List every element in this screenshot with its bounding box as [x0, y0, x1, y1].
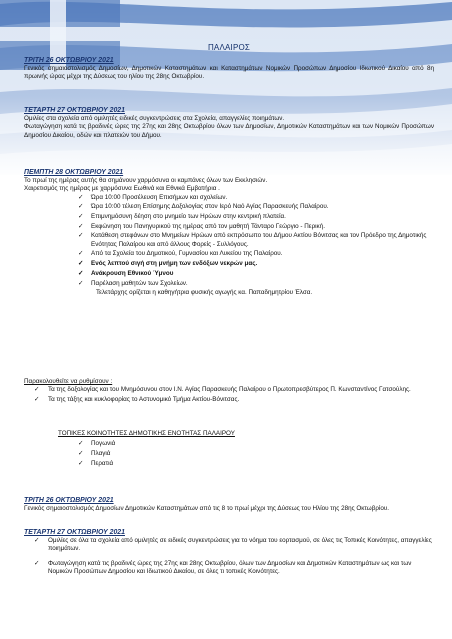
check-icon: ✓	[78, 203, 84, 211]
check-icon: ✓	[34, 537, 40, 545]
check-icon: ✓	[78, 459, 84, 467]
check-icon: ✓	[78, 440, 84, 448]
program-list	[24, 194, 434, 288]
ceremony-master-text: Τελετάρχης ορίζεται η καθηγήτρια φυσικής αγωγής κα. Παπαδημητρίου Έλσα.	[96, 289, 313, 297]
communities-list	[24, 440, 434, 468]
section-heading: ΤΕΤΑΡΤΗ 27 ΟΚΤΩΒΡΙΟΥ 2021	[24, 107, 125, 114]
section-arrangements	[24, 378, 434, 405]
check-icon: ✓	[34, 395, 40, 403]
section-heading: ΤΡΙΤΗ 26 ΟΚΤΩΒΡΙΟΥ 2021	[24, 497, 114, 504]
check-icon: ✓	[78, 222, 84, 230]
check-icon: ✓	[78, 269, 84, 277]
section-heading: Παρακολουθείτε να ρυθμίσουν :	[24, 378, 113, 385]
section-thursday-palairos	[24, 168, 434, 297]
check-icon: ✓	[34, 386, 40, 394]
list-item: ✓ Πλαγιά	[78, 449, 111, 457]
list-item: ✓ Ώρα 10:00 Προσέλευση Επισήμων και σχολείων.	[78, 193, 228, 201]
list-item: ✓ Ενός λεπτού σιγή στη μνήμη των ενδόξων νεκρών μας.	[78, 260, 258, 268]
document-title: ΠΑΛΑΙΡΟΣ	[207, 43, 251, 52]
list-item: ✓ Φωταγώγηση κατά τις βραδινές ώρες της 27ης και 28ης Οκτωβρίου, όλων των Δημοσίων και Δημοτικών Καταστημάτων ως και των Νομικών Προσώπων Δημοσίου και Ιδιωτικού Δικαίου, σε όλες τι τοπικές Κοινότητες.	[34, 559, 412, 575]
intro-text: Το πρωί της ημέρας αυτής θα σημάνουν χαρμόσυνα οι καμπάνες όλων των Εκκλησιών.	[24, 177, 268, 185]
list-item: ✓ Εκφώνηση του Πανηγυρικού της ημέρας από τον μαθητή Τάνταρο Γεώργιο - Περική.	[78, 222, 325, 230]
section-tuesday-communities	[24, 496, 434, 513]
list-item: ✓ Τα της δοξολογίας και του Μνημόσυνου στον Ι.Ν. Αγίας Παρασκευής Παλαίρου ο Πρωτοπρεσβύτερος Π. Κωνσταντίνος Γατσούλης.	[34, 386, 411, 394]
section-local-communities	[24, 430, 434, 469]
check-icon: ✓	[78, 232, 84, 240]
section-heading: ΠΕΜΠΤΗ 28 ΟΚΤΩΒΡΙΟΥ 2021	[24, 169, 124, 176]
check-icon: ✓	[78, 213, 84, 221]
section-heading: ΤΡΙΤΗ 26 ΟΚΤΩΒΡΙΟΥ 2021	[24, 57, 114, 64]
greek-flag-background	[0, 0, 452, 175]
section-tuesday-palairos	[24, 56, 434, 82]
check-icon: ✓	[78, 193, 84, 201]
check-icon: ✓	[78, 260, 84, 268]
list-item: ✓ Τα της τάξης και κυκλοφορίας το Αστυνομικό Τμήμα Ακτίου-Βόνιτσας.	[34, 395, 240, 403]
list-item: ✓ Περατιά	[78, 459, 114, 467]
section-text: Φωταγώγηση κατά τις βραδινές ώρες της 27ης και 28ης Οκτωβρίου όλων των Δημοσίων, Δημοτικών Καταστημάτων και των Νομικών Προσώπων Δημοσίου Δικαίου, οδών και πλατειών του Δήμου.	[24, 123, 434, 139]
check-icon: ✓	[78, 250, 84, 258]
arrangements-list	[24, 386, 434, 404]
list-item: ✓ Ανάκρουση Εθνικού Ύμνου	[78, 269, 174, 277]
section-heading: ΤΕΤΑΡΤΗ 27 ΟΚΤΩΒΡΙΟΥ 2021	[24, 529, 125, 536]
section-wednesday-communities	[24, 528, 434, 577]
list-item: ✓ Παρέλαση μαθητών των Σχολείων.	[78, 279, 188, 287]
wednesday-list	[24, 537, 434, 576]
list-item: ✓ Ώρα 10:00 τέλεση Επίσημης Δοξολογίας στον Ιερό Ναό Αγίας Παρασκευής Παλαίρου.	[78, 203, 329, 211]
list-item: ✓ Κατάθεση στεφάνων στο Μνημείων Ηρώων από εκπρόσωπο του Δήμου Ακτίου Βόνιτσας και τον Πρόεδρο της Δημοτικής Ενότητας Παλαίρου και από άλλους Φορείς - Συλλόγους.	[78, 232, 427, 248]
section-heading: ΤΟΠΙΚΕΣ ΚΟΙΝΟΤΗΤΕΣ ΔΗΜΟΤΙΚΗΣ ΕΝΟΤΗΤΑΣ ΠΑΛΑΙΡΟΥ	[58, 430, 235, 437]
list-item: ✓ Ομιλίες σε όλα τα σχολεία από ομιλητές σε ειδικές συγκεντρώσεις για το νόημα του εορτασμού, σε όλες τις Τοπικές Κοινότητες, απαγγελίες ποιημάτων.	[34, 537, 432, 553]
check-icon: ✓	[34, 559, 40, 567]
check-icon: ✓	[78, 279, 84, 287]
list-item: ✓ Επιμνημόσυνη δέηση στο μνημείο των Ηρώων στην κεντρική πλατεία.	[78, 213, 286, 221]
section-text: Ομιλίες στα σχολεία από ομιλητές ειδικές συγκεντρώσεις στα Σχολεία, απαγγελίες ποιημάτων.	[24, 115, 285, 123]
list-item: ✓ Πογωνιά	[78, 440, 116, 448]
section-text: Γενικός σημαιοστολισμός Δημοσίων Δημοτικών Καταστημάτων από τις 8 το πρωί μέχρι της Δύσεως του Ηλίου της 28ης Οκτωβρίου.	[24, 505, 390, 513]
section-wednesday-palairos	[24, 106, 434, 140]
section-text: Γενικός σημαιοστολισμός Δημοσίων, Δημοτικών Καταστημάτων και Καταστημάτων Νομικών Προσώπων Δημοσίου Ιδιωτικού Δικαίου από 8η πρωινής ώρας μέχρι της Δύσεως του ηλίου της 28ης Οκτωβρίου.	[24, 65, 434, 81]
check-icon: ✓	[78, 449, 84, 457]
list-item: ✓ Από τα Σχολεία του Δημοτικού, Γυμνασίου και Λυκείου της Παλαίρου.	[78, 250, 283, 258]
intro-text: Χαιρετισμός της ημέρας με χαρμόσυνα Εωθινά και Εθνικά Εμβατήρια .	[24, 185, 220, 193]
